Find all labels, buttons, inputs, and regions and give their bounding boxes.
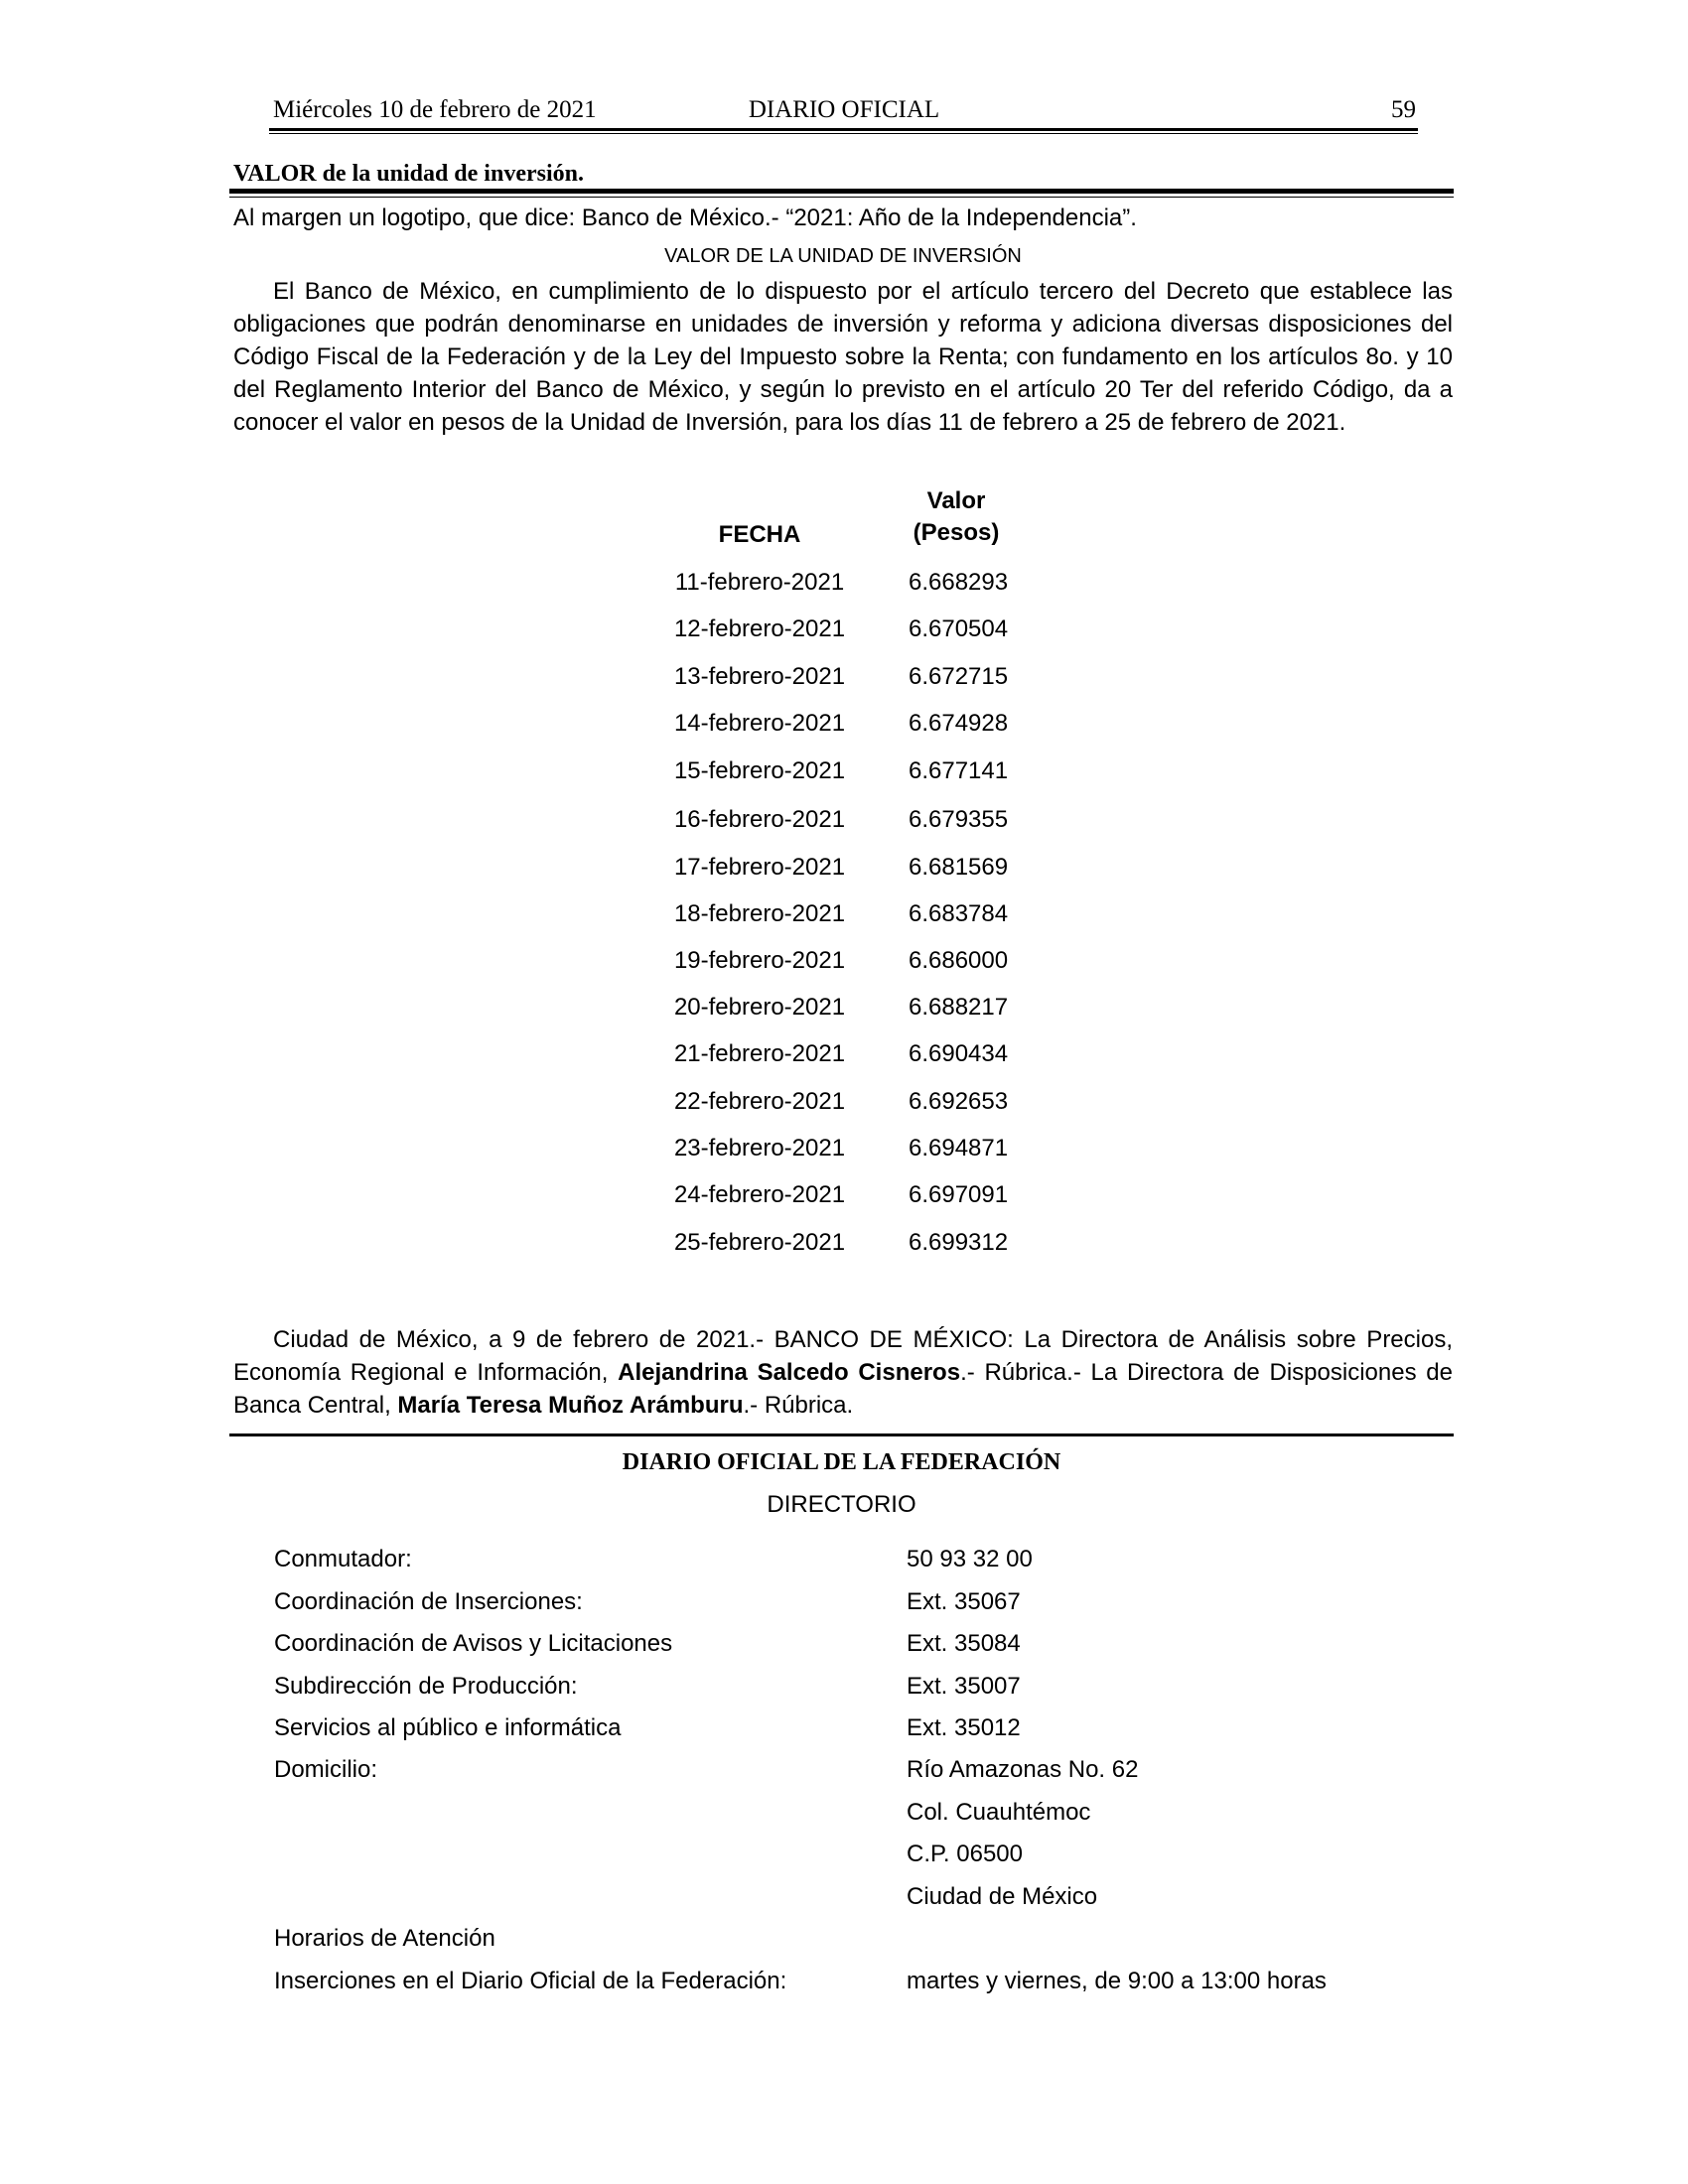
directory-value: Ext. 35007 <box>907 1673 1021 1700</box>
table-row-fecha: 19-febrero-2021 <box>673 947 846 974</box>
header-publication: DIARIO OFICIAL <box>748 96 940 123</box>
table-row-valor: 6.692653 <box>909 1088 1009 1115</box>
table-row-valor: 6.699312 <box>909 1229 1009 1256</box>
header-rule-thin <box>269 133 1418 134</box>
directory-label: Conmutador: <box>274 1546 412 1572</box>
section-title: VALOR de la unidad de inversión. <box>233 161 584 187</box>
directory-title: DIARIO OFICIAL DE LA FEDERACIÓN <box>622 1449 1061 1475</box>
directory-value: martes y viernes, de 9:00 a 13:00 horas <box>907 1968 1327 1994</box>
table-row-fecha: 25-febrero-2021 <box>673 1229 846 1256</box>
directory-value: 50 93 32 00 <box>907 1546 1033 1572</box>
section-rule-thin <box>229 197 1454 198</box>
table-row-valor: 6.679355 <box>909 806 1009 833</box>
directory-label: Coordinación de Avisos y Licitaciones <box>274 1630 673 1657</box>
directory-label: Horarios de Atención <box>274 1925 495 1952</box>
table-row-fecha: 17-febrero-2021 <box>673 854 846 881</box>
closing-text-1: Ciudad de México, a 9 de febrero de 2021.- BANCO DE MÉXICO: La Directora de Análisis sobre Precios, Economía Regional e Información, <box>233 1326 1453 1386</box>
directory-value: Col. Cuauhtémoc <box>907 1799 1091 1826</box>
table-row-fecha: 18-febrero-2021 <box>673 900 846 927</box>
directory-value: Ext. 35067 <box>907 1588 1021 1615</box>
col-header-fecha: FECHA <box>718 521 801 548</box>
directory-value: Ciudad de México <box>907 1883 1098 1910</box>
directory-label: Subdirección de Producción: <box>274 1673 578 1700</box>
table-row-valor: 6.688217 <box>909 994 1009 1021</box>
table-row-fecha: 21-febrero-2021 <box>673 1040 846 1067</box>
table-row-fecha: 20-febrero-2021 <box>673 994 846 1021</box>
section-rule-thick <box>229 189 1454 194</box>
table-row-valor: 6.668293 <box>909 569 1009 596</box>
intro-paragraph <box>233 275 1453 439</box>
table-row-valor: 6.681569 <box>909 854 1009 881</box>
table-row-valor: 6.672715 <box>909 663 1009 690</box>
directory-value: Ext. 35012 <box>907 1714 1021 1741</box>
closing-paragraph <box>233 1323 1453 1422</box>
table-row-valor: 6.686000 <box>909 947 1009 974</box>
margin-note: Al margen un logotipo, que dice: Banco de México.- “2021: Año de la Independencia”. <box>233 205 1137 231</box>
table-row-valor: 6.683784 <box>909 900 1009 927</box>
table-row-fecha: 16-febrero-2021 <box>673 806 846 833</box>
table-row-fecha: 12-febrero-2021 <box>673 615 846 642</box>
table-row-fecha: 22-febrero-2021 <box>673 1088 846 1115</box>
directory-rule <box>229 1433 1454 1436</box>
doc-title: VALOR DE LA UNIDAD DE INVERSIÓN <box>664 245 1022 267</box>
directory-label: Domicilio: <box>274 1756 378 1783</box>
table-row-fecha: 11-febrero-2021 <box>674 569 845 596</box>
col-header-valor-line1: Valor <box>926 487 986 514</box>
table-row-fecha: 13-febrero-2021 <box>673 663 846 690</box>
table-row-valor: 6.690434 <box>909 1040 1009 1067</box>
closing-text-2: .- Rúbrica.- La Directora de Disposiciones de Banca Central, <box>233 1359 1453 1419</box>
directory-value: Río Amazonas No. 62 <box>907 1756 1139 1783</box>
table-row-fecha: 14-febrero-2021 <box>673 710 846 737</box>
table-row-valor: 6.697091 <box>909 1181 1009 1208</box>
col-header-valor <box>887 485 1026 549</box>
header-rule-thick <box>269 128 1418 131</box>
table-row-valor: 6.677141 <box>909 757 1009 784</box>
table-row-valor: 6.694871 <box>909 1135 1009 1161</box>
intro-paragraph-text: El Banco de México, en cumplimiento de lo dispuesto por el artículo tercero del Decreto que establece las obligaciones que podrán denominarse en unidades de inversión y reforma y adiciona diversas disposiciones del Código Fiscal de la Federación y de la Ley del Impuesto sobre la Renta; con fundamento en los artículos 8o. y 10 del Reglamento Interior del Banco de México, y según lo previsto en el artículo 20 Ter del referido Código, da a conocer el valor en pesos de la Unidad de Inversión, para los días 11 de febrero a 25 de febrero de 2021. <box>233 278 1453 436</box>
table-row-fecha: 15-febrero-2021 <box>673 757 846 784</box>
directory-label: Coordinación de Inserciones: <box>274 1588 583 1615</box>
table-row-fecha: 24-febrero-2021 <box>673 1181 846 1208</box>
closing-text-3: .- Rúbrica. <box>743 1392 854 1419</box>
directory-subtitle: DIRECTORIO <box>767 1491 916 1518</box>
signatory-name-2: María Teresa Muñoz Arámburu <box>397 1392 744 1419</box>
table-row-fecha: 23-febrero-2021 <box>673 1135 846 1161</box>
directory-value: C.P. 06500 <box>907 1841 1023 1867</box>
directory-value: Ext. 35084 <box>907 1630 1021 1657</box>
header-page-number: 59 <box>1391 96 1416 123</box>
col-header-valor-line2: (Pesos) <box>913 519 1000 546</box>
signatory-name-1: Alejandrina Salcedo Cisneros <box>618 1359 961 1386</box>
table-row-valor: 6.674928 <box>909 710 1009 737</box>
directory-label: Inserciones en el Diario Oficial de la Federación: <box>274 1968 787 1994</box>
table-row-valor: 6.670504 <box>909 615 1009 642</box>
directory-label: Servicios al público e informática <box>274 1714 622 1741</box>
header-date: Miércoles 10 de febrero de 2021 <box>273 96 597 123</box>
